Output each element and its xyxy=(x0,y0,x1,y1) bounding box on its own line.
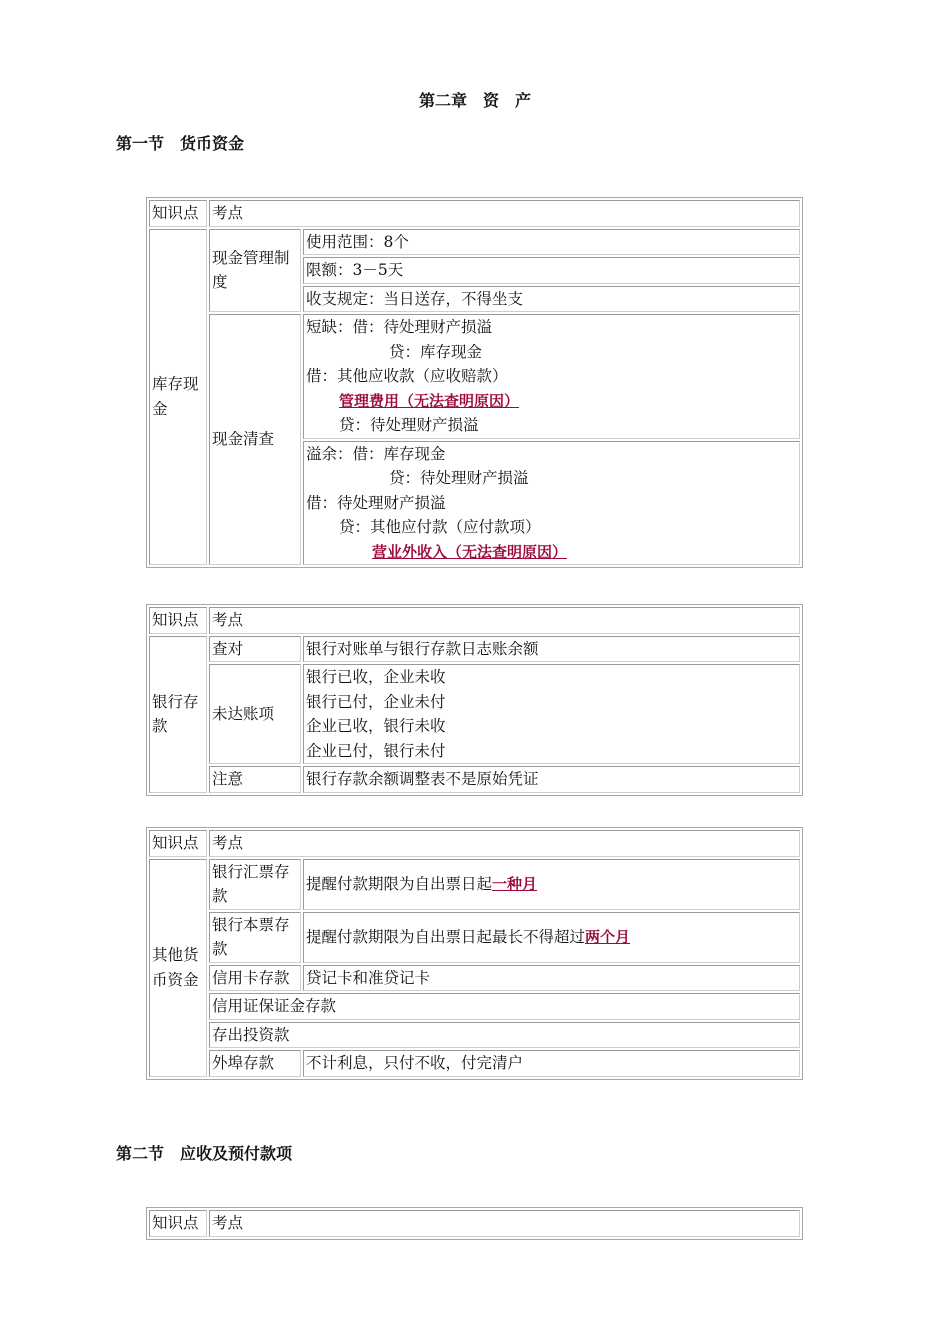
header-knowledge: 知识点 xyxy=(149,607,207,634)
entry-line: 短缺：借：待处理财产损溢 xyxy=(306,318,493,336)
point-cell: 限额：3－5天 xyxy=(303,257,800,284)
entry-line: 贷：待处理财产损溢 xyxy=(339,416,479,434)
subtopic-cell: 现金管理制度 xyxy=(209,229,301,313)
header-knowledge: 知识点 xyxy=(149,1210,207,1237)
subtopic-cell: 查对 xyxy=(209,636,301,663)
topic-cell: 银行存款 xyxy=(149,636,207,793)
subtopic-cell: 注意 xyxy=(209,766,301,793)
header-exam-point: 考点 xyxy=(209,1210,800,1237)
topic-cell: 其他货币资金 xyxy=(149,859,207,1077)
emphasis-text: 两个月 xyxy=(585,927,631,946)
section-title: 第二节 应收及预付款项 xyxy=(116,1144,293,1163)
emphasis-text: 管理费用（无法查明原因） xyxy=(339,391,520,410)
point-cell xyxy=(303,859,800,910)
point-cell: 收支规定：当日送存，不得坐支 xyxy=(303,286,800,313)
subtopic-cell: 存出投资款 xyxy=(209,1022,800,1049)
header-exam-point: 考点 xyxy=(209,200,800,227)
topic-cell: 库存现金 xyxy=(149,229,207,566)
subtopic-cell: 信用证保证金存款 xyxy=(209,993,800,1020)
point-cell: 银行对账单与银行存款日志账余额 xyxy=(303,636,800,663)
entry-line: 溢余：借：库存现金 xyxy=(306,444,446,463)
point-text: 提醒付款期限为自出票日起最长不得超过 xyxy=(306,927,586,946)
entry-line: 企业已收，银行未收 xyxy=(306,717,446,735)
point-cell: 银行存款余额调整表不是原始凭证 xyxy=(303,766,800,793)
entry-line: 企业已付，银行未付 xyxy=(306,741,446,760)
receivables-table xyxy=(146,1207,803,1240)
bank-table xyxy=(146,604,803,796)
chapter-title: 第二章 资 产 xyxy=(418,91,531,110)
emphasis-text: 营业外收入（无法查明原因） xyxy=(372,542,568,561)
subtopic-cell: 外埠存款 xyxy=(209,1050,301,1077)
entry-line: 银行已付，企业未付 xyxy=(306,692,446,711)
section-title: 第一节 货币资金 xyxy=(116,134,245,153)
subtopic-cell: 现金清查 xyxy=(209,314,301,565)
entry-line: 借：其他应收款（应收赔款） xyxy=(306,367,508,385)
entry-line: 贷：其他应付款（应付款项） xyxy=(339,518,541,536)
entry-line: 贷：待处理财产损溢 xyxy=(389,469,529,487)
entry-line: 贷：库存现金 xyxy=(389,342,483,361)
point-text: 提醒付款期限为自出票日起 xyxy=(306,874,493,893)
header-exam-point: 考点 xyxy=(209,830,800,857)
entry-line: 借：待处理财产损溢 xyxy=(306,493,446,512)
subtopic-cell: 信用卡存款 xyxy=(209,965,301,992)
point-cell xyxy=(303,664,800,764)
subtopic-cell: 银行本票存款 xyxy=(209,912,301,963)
header-knowledge: 知识点 xyxy=(149,830,207,857)
other-funds-table xyxy=(146,827,803,1080)
shortage-entry xyxy=(303,314,800,439)
point-cell: 使用范围：8个 xyxy=(303,229,800,256)
cash-table xyxy=(146,197,803,568)
point-cell: 不计利息，只付不收，付完清户 xyxy=(303,1050,800,1077)
point-cell: 贷记卡和准贷记卡 xyxy=(303,965,800,992)
subtopic-cell: 未达账项 xyxy=(209,664,301,764)
header-knowledge: 知识点 xyxy=(149,200,207,227)
header-exam-point: 考点 xyxy=(209,607,800,634)
subtopic-cell: 银行汇票存款 xyxy=(209,859,301,910)
emphasis-text: 一种月 xyxy=(492,874,538,893)
entry-line: 银行已收，企业未收 xyxy=(306,668,446,686)
surplus-entry xyxy=(303,441,800,566)
point-cell xyxy=(303,912,800,963)
